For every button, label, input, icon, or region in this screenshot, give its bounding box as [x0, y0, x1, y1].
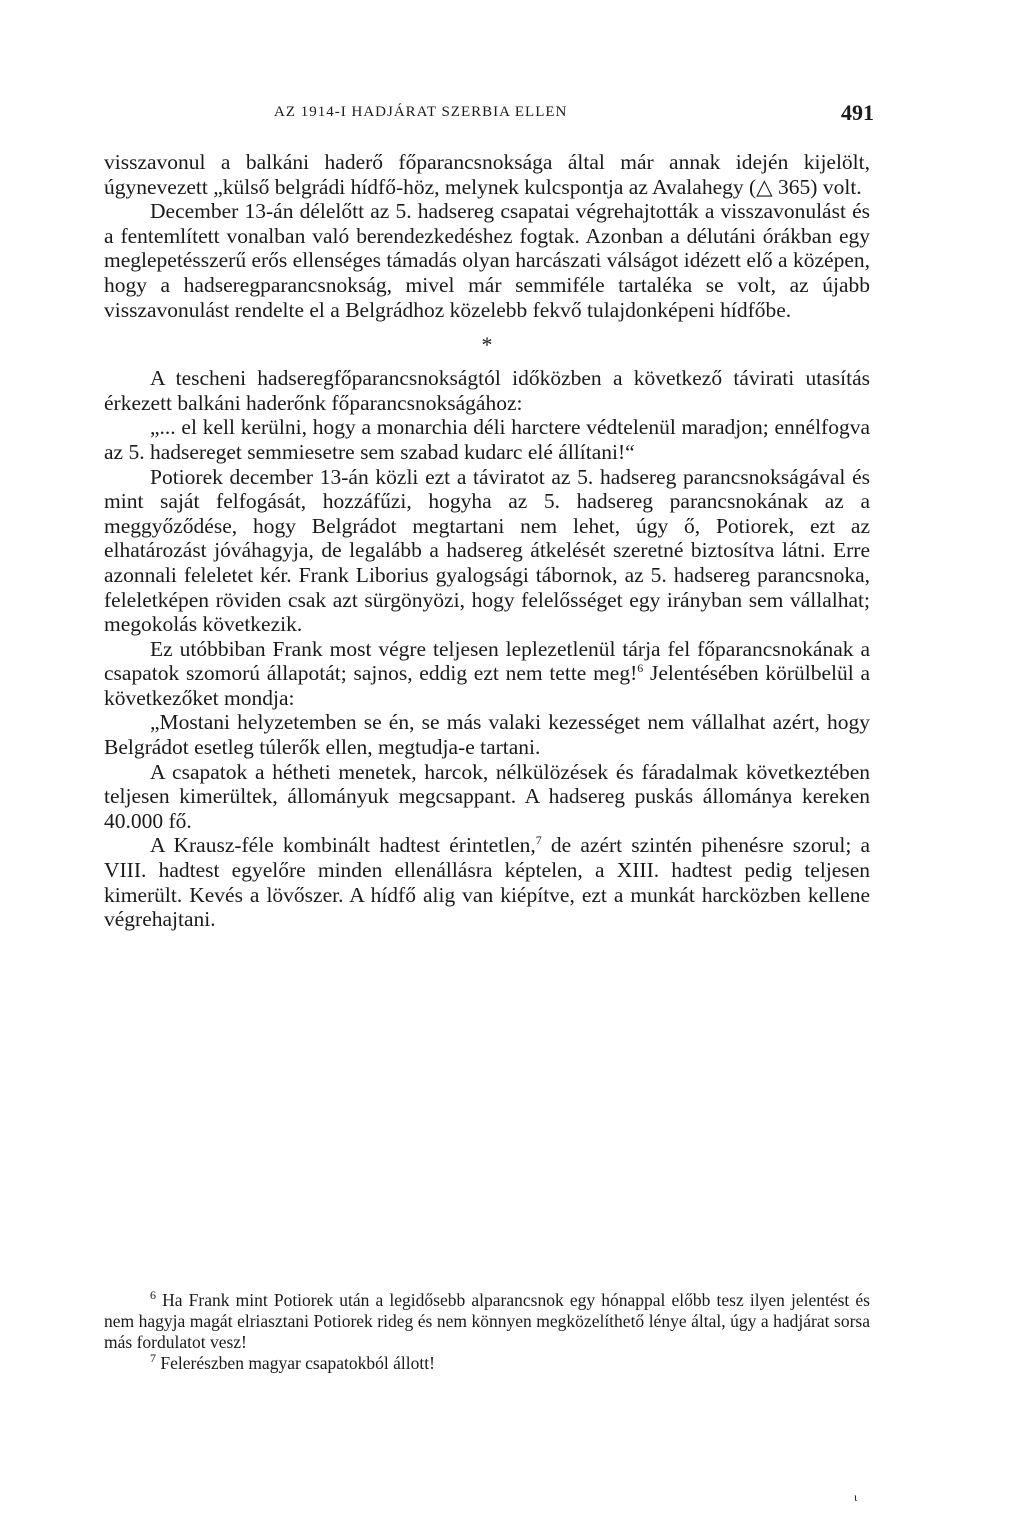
- paragraph-text: A Krausz-féle kombinált hadtest érintetlen,: [150, 833, 536, 858]
- footnote-ref: 6: [637, 661, 644, 676]
- footnote-7: [104, 1353, 870, 1374]
- paragraph: visszavonul a balkáni haderő főparancsnoksága által már annak idején kijelölt, úgynevezett „külső belgrádi hídfő-höz, melynek kulcspontja az Avalahegy (△ 365) volt.: [104, 150, 870, 199]
- running-title: AZ 1914-I HADJÁRAT SZERBIA ELLEN: [274, 104, 568, 120]
- paragraph: A tescheni hadseregfőparancsnokságtól időközben a következő távirati utasítás érkezett balkáni haderőnk főparancsnokságához:: [104, 366, 870, 415]
- footnote-6: [104, 1290, 870, 1353]
- paragraph: [104, 637, 870, 711]
- quoted-report: „Mostani helyzetemben se én, se más valaki kezességet nem vállalhat azért, hogy Belgrádot esetleg túlerők ellen, megtudja-e tartani.: [104, 710, 870, 760]
- printer-mark: ι: [854, 1490, 858, 1504]
- footnote-mark: 6: [150, 1288, 156, 1303]
- quoted-telegram: „... el kell kerülni, hogy a monarchia déli harctere védtelenül maradjon; ennélfogva az 5. hadsereget semmiesetre sem szabad kudarc elé állítani!“: [104, 415, 870, 464]
- footnote-mark: 7: [150, 1351, 156, 1366]
- footnotes: [104, 1290, 870, 1374]
- paragraph: December 13-án délelőtt az 5. hadsereg csapatai végrehajtották a visszavonulást és a fentemlített vonalban való berendezkedéshez fogtak. Azonban a délutáni órákban egy meglepetésszerű erős ellenséges támadás olyan harcászati válságot idézett elő a középen, hogy a hadseregparancsnokság, mivel már semmiféle tartaléka se volt, az újabb visszavonulást rendelte el a Belgrádhoz közelebb fekvő tulajdonképeni hídfőbe.: [104, 199, 870, 322]
- paragraph: [104, 833, 870, 931]
- paragraph-text: Jelentésében körülbelül a következőket mondja:: [104, 661, 870, 710]
- footnote-ref: 7: [535, 833, 542, 848]
- page-number: 491: [841, 100, 874, 125]
- paragraph-text: de azért szintén pihenésre szorul; a VIII. hadtest egyelőre minden ellenállásra képtelen, a XIII. hadtest pedig teljesen kimerült. Kevés a lövőszer. A hídfő alig van kiépítve, ezt a munkát harcközben kellene végrehajtani.: [104, 833, 871, 932]
- paragraph: A csapatok a hétheti menetek, harcok, nélkülözések és fáradalmak következtében teljesen kimerültek, állományuk megcsappant. A hadsereg puskás állománya kereken 40.000 fő.: [104, 759, 870, 833]
- paragraph: Potiorek december 13-án közli ezt a táviratot az 5. hadsereg parancsnokságával és mint saját felfogását, hozzáfűzi, hogyha az 5. hadsereg parancsnokának az a meggyőződése, hogy Belgrádot megtartani nem lehet, úgy ő, Potiorek, ezt az elhatározást jóváhagyja, de legalább a hadsereg átkelését szeretné biztosítva látni. Erre azonnali feleletet kér. Frank Liborius gyalogsági tábornok, az 5. hadsereg parancsnoka, feleletképen röviden csak azt sürgönyözi, hogy felelősséget egy irányban sem vállalhat; megokolás következik.: [104, 464, 870, 637]
- footnote-text: Felerészben magyar csapatokból állott!: [156, 1353, 435, 1373]
- running-head: [104, 100, 874, 130]
- section-separator: *: [481, 332, 493, 358]
- footnote-text: Ha Frank mint Potiorek után a legidősebb alparancsnok egy hónappal előbb tesz ilyen jelentést és nem hagyja magát elriasztani Potiorek rideg és nem könnyen megközelíthető lénye által, úgy a hadjárat sorsa más fordulatot vesz!: [104, 1290, 870, 1352]
- body-text: [104, 150, 870, 932]
- paragraph-text: Ez utóbbiban Frank most végre teljesen leplezetlenül tárja fel főparancsnokának a csapatok szomorú állapotát; sajnos, eddig ezt nem tette meg!: [104, 636, 870, 686]
